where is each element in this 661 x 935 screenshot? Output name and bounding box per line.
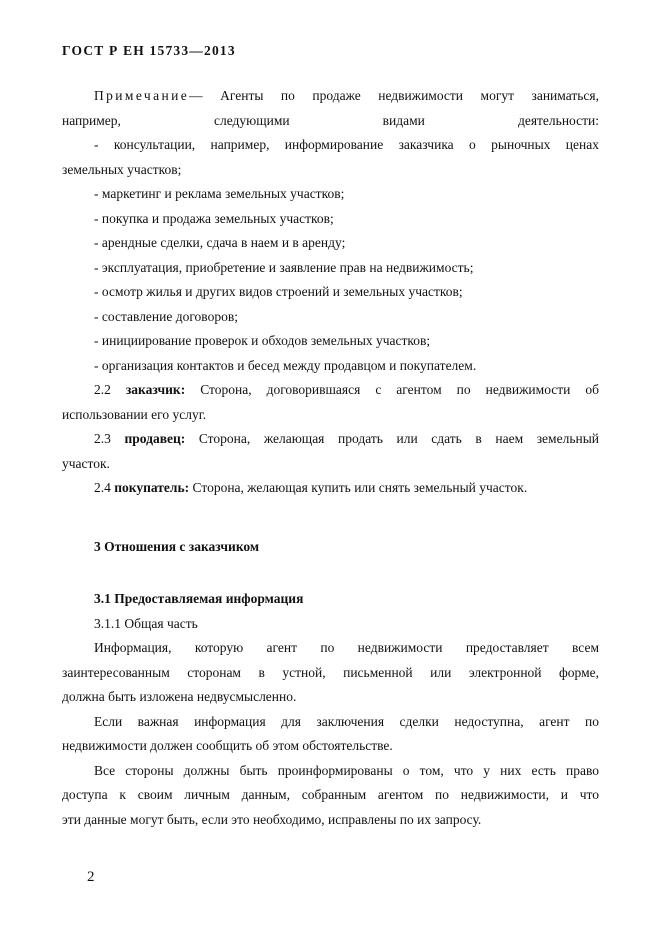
section-3-1-heading: 3.1 Предоставляемая информация [94, 591, 304, 606]
definition-text: Сторона, желающая продать или сдать в наем земельный [198, 431, 599, 446]
note-item-7: - составление договоров; [94, 308, 238, 324]
paragraph-1-line-3: должна быть изложена недвусмысленно. [62, 689, 297, 704]
note-item-2: - маркетинг и реклама земельных участков; [94, 186, 345, 201]
paragraph-2-line-1: Если важная информация для заключения сделки недоступна, агент по [94, 713, 599, 729]
note-item-3: - покупка и продажа земельных участков; [94, 210, 334, 226]
definition-2-3 [62, 427, 599, 452]
note-line-1-text: — Агенты по продаже недвижимости могут заниматься, [189, 88, 599, 103]
note-item-6: - осмотр жилья и других видов строений и земельных участков; [94, 284, 463, 299]
paragraph-2-line-2: недвижимости должен сообщить об этом обстоятельстве. [62, 738, 393, 753]
paragraph-3-line-3: эти данные могут быть, если это необходимо, исправлены по их запросу. [62, 811, 482, 827]
paragraph-3-line-2: доступа к своим личным данным, собранным агентом по недвижимости, и что [62, 787, 599, 802]
note-item-1: - консультации, например, информирование заказчика о рыночных ценах [94, 137, 599, 152]
definition-number: 2.4 [94, 480, 111, 495]
definition-2-3-continuation: участок. [62, 455, 110, 471]
definition-2-2 [62, 378, 599, 403]
definition-number: 2.2 [94, 382, 111, 397]
note-line-2: например, следующими видами деятельности: [62, 112, 599, 128]
definition-2-4 [62, 476, 599, 501]
definition-text: Сторона, желающая купить или снять земельный участок. [192, 480, 528, 495]
definition-term: заказчик: [125, 382, 186, 397]
page-number: 2 [87, 869, 95, 885]
definition-number: 2.3 [94, 431, 111, 446]
paragraph-3-line-1: Все стороны должны быть проинформированы о том, что у них есть право [94, 762, 599, 778]
document-body [62, 84, 599, 832]
paragraph-1-line-2: заинтересованным сторонам в устной, письменной или электронной форме, [62, 664, 599, 680]
section-3-heading: 3 Отношения с заказчиком [94, 538, 260, 554]
note-item-8: - инициирование проверок и обходов земельных участков; [94, 333, 431, 348]
definition-text: Сторона, договорившаяся с агентом по недвижимости об [200, 382, 600, 397]
definition-2-2-continuation: использовании его услуг. [62, 406, 207, 422]
note-item-4: - арендные сделки, сдача в наем и в аренду; [94, 235, 346, 250]
note-line-1 [62, 84, 599, 109]
note-item-9: - организация контактов и бесед между продавцом и покупателем. [94, 357, 477, 373]
document-header: ГОСТ Р ЕН 15733—2013 [62, 43, 236, 58]
definition-term: покупатель: [114, 480, 190, 495]
definition-term: продавец: [124, 431, 186, 446]
section-3-1-1-heading: 3.1.1 Общая часть [94, 615, 198, 631]
paragraph-1-line-1: Информация, которую агент по недвижимости предоставляет всем [94, 640, 599, 655]
note-item-1-continuation: земельных участков; [62, 161, 182, 177]
note-item-5: - эксплуатация, приобретение и заявление прав на недвижимость; [94, 259, 474, 275]
note-label: Примечание [94, 88, 190, 103]
